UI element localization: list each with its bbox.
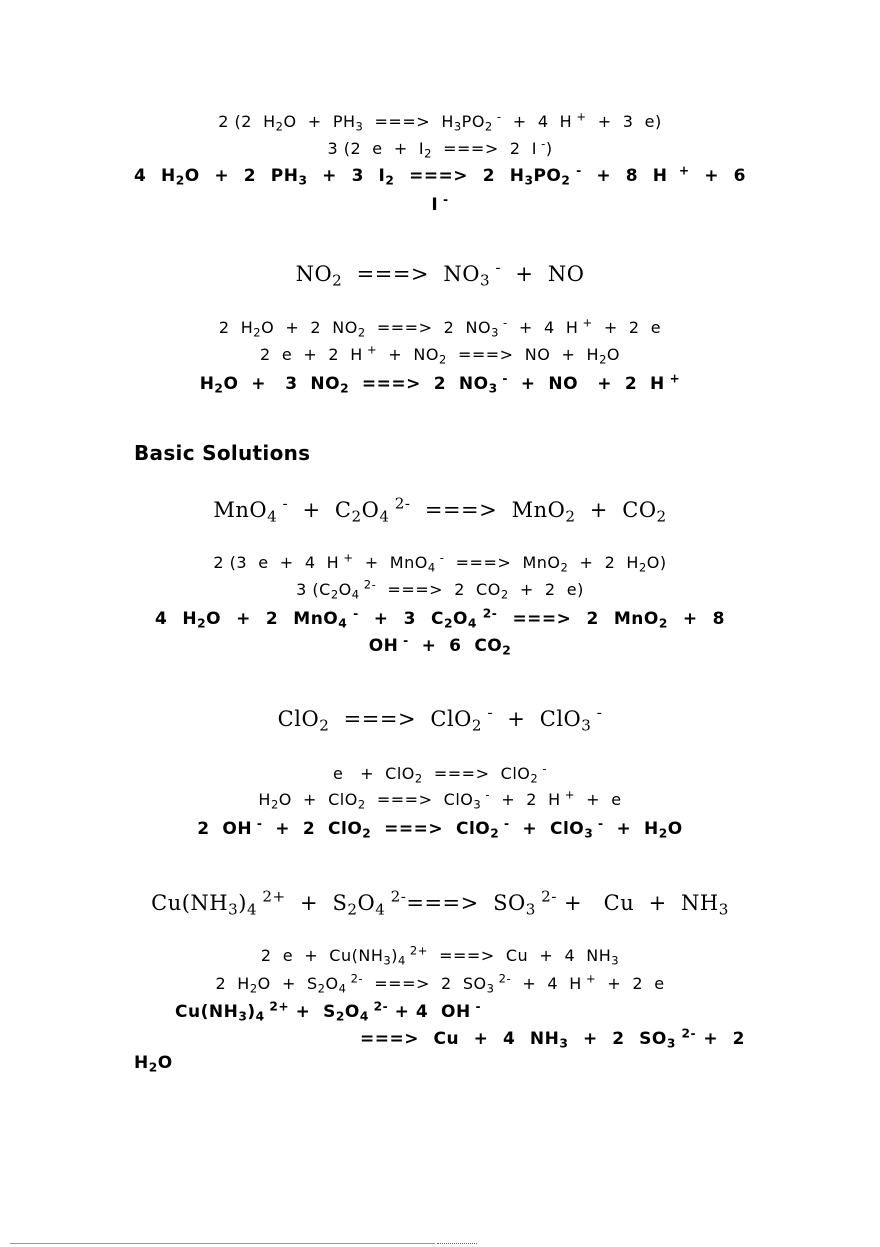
half-reaction-1: 2 (2 $H_2O + PH_3$ ===> $H_3PO_2$ - + 4 H + + 3 e) — [218, 109, 662, 134]
net-equation-1-cont: I - — [431, 192, 449, 215]
net-equation-3-cont: OH - + 6 $CO_2$ — [368, 633, 512, 658]
half-reaction-3: 2 $H_2O + 2$ $NO_2$ ===> 2 $NO_3$ - + 4 H + + 2 e — [218, 315, 662, 340]
half-reaction-4: 2 e + 2 H $^+ + NO_2$ ===> NO + $H_2O$ — [259, 342, 620, 367]
half-reaction-7: e + ClO$_2$ ===> ClO$_2$ - — [332, 761, 548, 786]
half-reaction-9: 2 $e + Cu(NH_3)_4$ $^{2+}$ ===> Cu + 4 $NH_3$ — [260, 943, 620, 968]
half-reaction-10: 2 $H_2O + S_2O_4$ $^{2-}$ ===> 2 $SO_3$ $^{2-}$ + 4 H + + 2 e — [215, 971, 665, 996]
reaction-title-cu: $Cu(NH_3)_4$ $^{2+} + S_2O_4$ $^{2-}===> SO_3$ $^{2-} + Cu + NH_3$ — [151, 887, 729, 919]
half-reaction-5: 2 (3 e + 4 H + + MnO$_4$ - ===> MnO$_2$ + 2 $H_2O$) — [213, 550, 667, 575]
reaction-title-no2: $NO_2$ ===> $NO_3$ - + NO — [295, 258, 585, 290]
net-equation-2: $H_2O + 3$ $NO_2$ ===> 2 $NO_3$ - + NO + 2 H + — [199, 371, 681, 396]
net-equation-3: 4 $H_2O + 2$ MnO$_4$ - + 3 $C_2O_4$ $^{2-}$ ===> 2 MnO$_2$ + 8 — [155, 606, 725, 631]
net-equation-5: $Cu(NH_3)_4$ $^{2+} + S_2O_4$ $^{2-}$ + 4 OH - — [175, 999, 482, 1024]
footer-divider — [10, 1243, 435, 1244]
net-equation-5-end: $H_2O$ — [134, 1053, 173, 1075]
net-equation-4: 2 OH - + 2 ClO$_2$ ===> ClO$_2$ - + ClO$_3$ $^- + H_2O$ — [197, 816, 683, 841]
net-equation-1: 4 $H_2O + 2$ $PH_3 + 3$ $I_2$ ===> 2 $H_3PO_2$ - + 8 H + + 6 — [134, 163, 747, 188]
net-equation-5-cont: ===> Cu + 4 $NH_3 + 2$ $SO_3$ $^{2-}$ + 2 — [360, 1026, 746, 1051]
half-reaction-6: 3 ($C_2O_4$ $^{2-}$ ===> 2 $CO_2 + 2$ e) — [296, 577, 584, 602]
half-reaction-8: $H_2O + ClO_2$ ===> ClO$_3$ - + 2 H + + e — [258, 787, 622, 812]
footer-divider-dotted — [437, 1243, 477, 1244]
reaction-title-mno4: MnO$_4$ $^- + C_2O_4$ $^{2-}$ ===> $MnO_2 + CO_2$ — [213, 494, 667, 526]
half-reaction-2: 3 (2 $e + I_2$ ===> 2 I -) — [327, 136, 553, 161]
reaction-title-clo2: ClO$_2$ ===> ClO$_2$ - + ClO$_3$ - — [277, 703, 603, 735]
section-heading: Basic Solutions — [134, 441, 311, 465]
